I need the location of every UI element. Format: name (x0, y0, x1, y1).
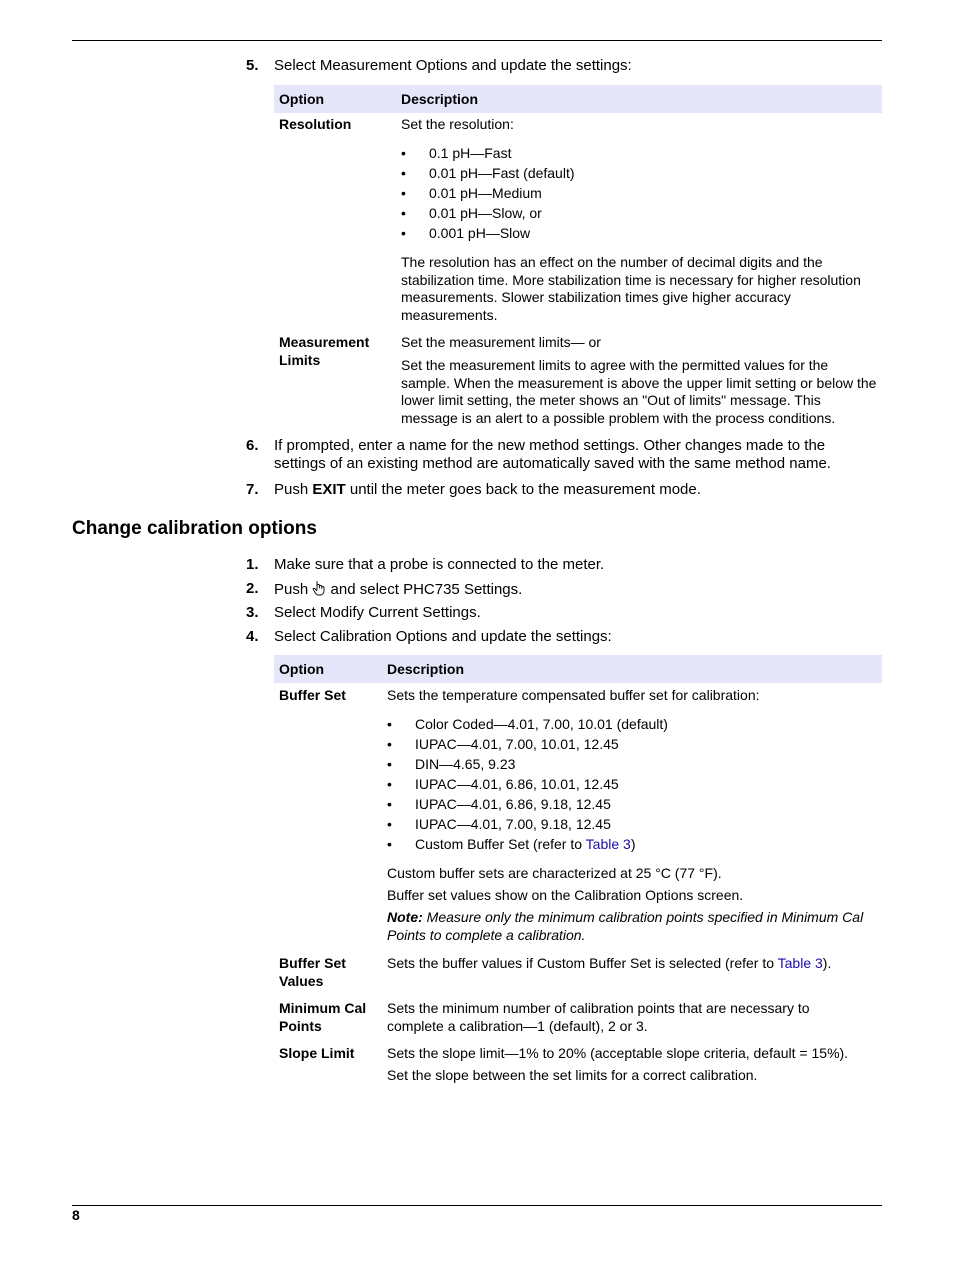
slope-line1: Sets the slope limit—1% to 20% (acceptable slope criteria, default = 15%). (387, 1045, 849, 1061)
step-text: Select Modify Current Settings. (274, 604, 481, 621)
step-number: 3. (246, 604, 259, 621)
limits-line1: Set the measurement limits— or (401, 334, 601, 350)
col-description-header: Description (401, 91, 479, 107)
buffer-set-line-a: Custom buffer sets are characterized at 25 °C (77 °F). (387, 865, 722, 881)
buffer-set-note: Note: Measure only the minimum calibration points specified in Minimum Cal Points to complete a calibration. (387, 909, 864, 943)
table-3-link[interactable]: Table 3 (777, 955, 823, 971)
step-text: If prompted, enter a name for the new method settings. Other changes made to the settings of an existing method are automatically saved with the same method name. (274, 437, 831, 472)
section-title: Change calibration options (72, 518, 317, 539)
page-number: 8 (72, 1207, 80, 1223)
top-rule (72, 40, 882, 41)
option-slope-limit: Slope Limit (279, 1045, 355, 1061)
option-buffer-set-values: Buffer Set Values (279, 955, 346, 989)
note-label: Note: (387, 909, 423, 925)
step-number: 2. (246, 580, 259, 597)
col-option-header: Option (279, 661, 325, 677)
step-number: 6. (246, 437, 259, 454)
step-number: 5. (246, 57, 259, 74)
resolution-intro: Set the resolution: (401, 116, 514, 132)
table2-header (274, 655, 882, 683)
step-text: Select Calibration Options and update the settings: (274, 628, 612, 645)
option-buffer-set: Buffer Set (279, 687, 346, 703)
buffer-set-line-b: Buffer set values show on the Calibration Options screen. (387, 887, 744, 903)
table1-header (274, 85, 882, 113)
col-description-header: Description (387, 661, 465, 677)
step-number: 7. (246, 481, 259, 498)
limits-line2: Set the measurement limits to agree with the permitted values for the sample. When the measurement is above the upper limit setting or below the lower limit setting, the meter shows an "Out of limits" message. This message is an alert to a possible problem with the process conditions. (401, 357, 877, 426)
option-minimum-cal-points: Minimum Cal Points (279, 1000, 367, 1034)
step-number: 4. (246, 628, 259, 645)
exit-key-label: EXIT (312, 481, 346, 498)
bottom-rule (72, 1205, 882, 1206)
step-number: 1. (246, 556, 259, 573)
hand-pointer-icon (312, 580, 326, 596)
step-text: Make sure that a probe is connected to the meter. (274, 556, 605, 573)
option-measurement-limits: Measurement Limits (279, 334, 370, 368)
option-resolution: Resolution (279, 116, 352, 132)
resolution-note: The resolution has an effect on the number of decimal digits and the stabilization time. More stabilization time is necessary for higher resolution measurements. Slower stabilization times give higher accuracy measurements. (401, 254, 861, 323)
table-3-link[interactable]: Table 3 (585, 836, 631, 852)
slope-line2: Set the slope between the set limits for a correct calibration. (387, 1067, 758, 1083)
step-text: Push and select PHC735 Settings. (274, 581, 523, 598)
step-text: Select Measurement Options and update the settings: (274, 57, 632, 74)
buffer-values-desc: Sets the buffer values if Custom Buffer Set is selected (refer to Table 3). (387, 955, 832, 971)
buffer-set-intro: Sets the temperature compensated buffer set for calibration: (387, 687, 760, 703)
step-text: Push EXIT until the meter goes back to the measurement mode. (274, 481, 701, 498)
min-cal-desc: Sets the minimum number of calibration points that are necessary to complete a calibration—1 (default), 2 or 3. (387, 1000, 810, 1034)
col-option-header: Option (279, 91, 325, 107)
